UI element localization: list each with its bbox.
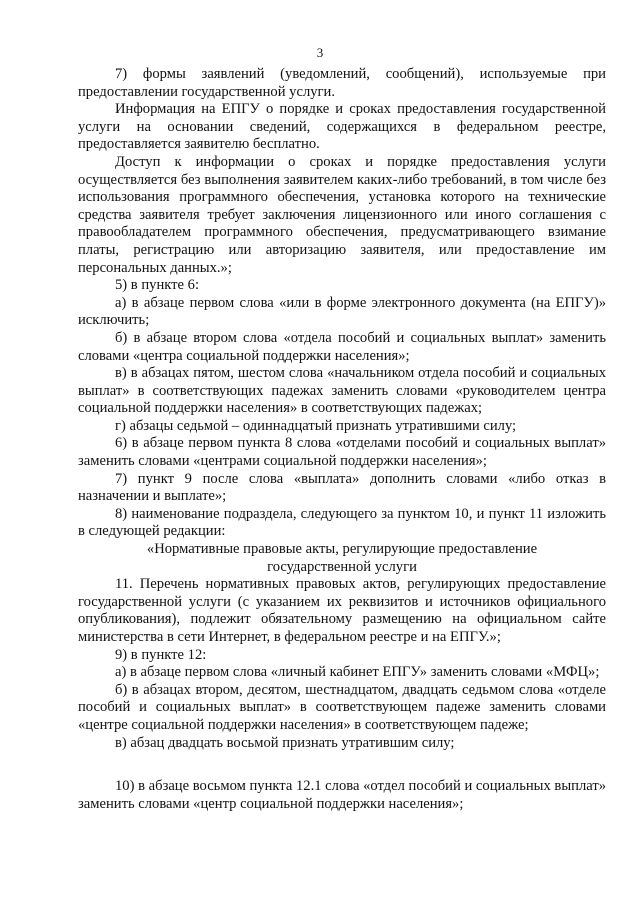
page-number: 3 [316,45,324,60]
paragraph: а) в абзаце первом слова «или в форме электронного документа (на ЕПГУ)» исключить; [78,294,606,329]
paragraph: б) в абзацах втором, десятом, шестнадцатом, двадцать седьмом слова «отделе пособий и социальных выплат» в соответствующем падеже заменить словами «центре социальной поддержки населения» в соответствующем падеже; [78,681,606,733]
paragraph: 9) в пункте 12: [115,646,207,663]
paragraph: 10) в абзаце восьмом пункта 12.1 слова «отдел пособий и социальных выплат» заменить словами «центр социальной поддержки населения»; [78,778,606,812]
paragraph: г) абзацы седьмой – одиннадцатый признать утратившими силу; [115,417,517,434]
subsection-heading-line: «Нормативные правовые акты, регулирующие предоставление [146,541,538,558]
subsection-heading-line: государственной услуги [267,558,417,575]
paragraph: 5) в пункте 6: [115,277,200,294]
paragraph: в) абзац двадцать восьмой признать утратившим силу; [115,734,455,751]
paragraph: 7) формы заявлений (уведомлений, сообщений), используемые при предоставлении государственной услуги. [78,66,606,100]
paragraph: б) в абзаце втором слова «отдела пособий и социальных выплат» заменить словами «центра социальной поддержки населения»; [78,329,606,364]
paragraph: 11. Перечень нормативных правовых актов, регулирующих предоставление государственной услуги (с указанием их реквизитов и источников официального опубликования), подлежит обязательному размещению на официальном сайте министерства в сети Интернет, в федеральном реестре и на ЕПГУ.»; [78,576,606,645]
paragraph: 8) наименование подраздела, следующего за пунктом 10, и пункт 11 изложить в следующей редакции: [78,505,606,540]
paragraph: Доступ к информации о сроках и порядке предоставления услуги осуществляется без выполнения заявителем каких-либо требований, в том числе без использования программного обеспечения, установка которого на технические средства заявителя требует заключения лицензионного или иного соглашения с правообладателем программного обеспечения, предусматривающего взимание платы, регистрацию или авторизацию заявителя, или предоставление им персональных данных.»; [78,153,606,276]
paragraph: в) в абзацах пятом, шестом слова «начальником отдела пособий и социальных выплат» в соответствующих падежах заменить словами «руководителем центра социальной поддержки населения» в соответствующих падежах; [78,365,606,417]
paragraph: Информация на ЕПГУ о порядке и сроках предоставления государственной услуги на основании сведений, содержащихся в федеральном реестре, предоставляется заявителю бесплатно. [78,101,606,153]
paragraph: 6) в абзаце первом пункта 8 слова «отделами пособий и социальных выплат» заменить словами «центрами социальной поддержки населения»; [78,435,606,470]
paragraph: а) в абзаце первом слова «личный кабинет ЕПГУ» заменить словами «МФЦ»; [115,664,600,681]
paragraph: 7) пункт 9 после слова «выплата» дополнить словами «либо отказ в назначении и выплате»; [78,470,606,505]
document-body [78,66,606,813]
